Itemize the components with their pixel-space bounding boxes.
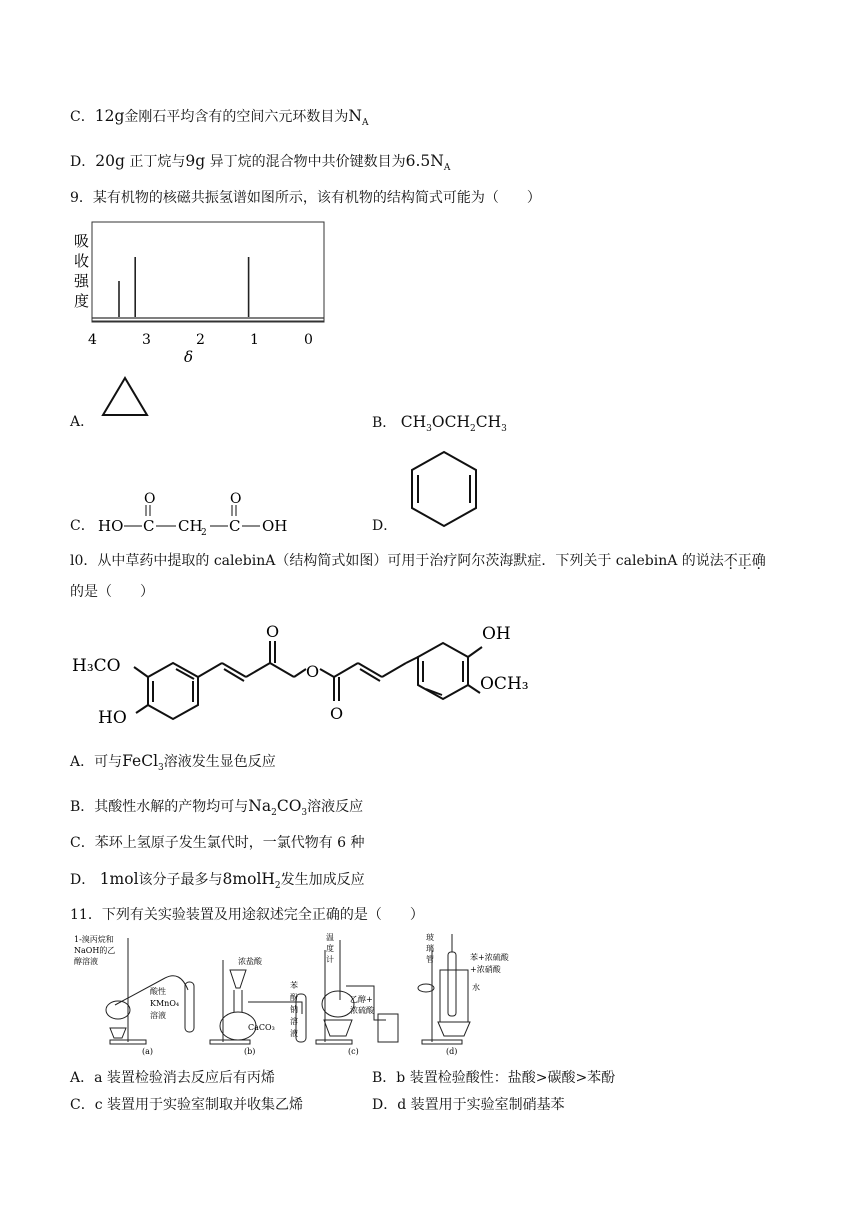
q10-option-b: B．其酸性水解的产物均可与$Na_2CO_3$溶液反应 xyxy=(70,797,364,818)
svg-text:OH: OH xyxy=(262,517,288,535)
svg-text:溶液: 溶液 xyxy=(150,1011,166,1020)
svg-text:醇溶液: 醇溶液 xyxy=(74,957,98,966)
svg-text:C: C xyxy=(143,517,155,535)
nmr-tick-label: 1 xyxy=(250,332,259,348)
nmr-ylabel-1: 收 xyxy=(74,252,90,270)
svg-text:计: 计 xyxy=(326,955,334,964)
svg-text:溶: 溶 xyxy=(290,1017,298,1026)
cyclohexadiene-structure xyxy=(406,448,482,534)
svg-text:液: 液 xyxy=(290,1029,298,1038)
q11-option-b: B．b 装置检验酸性：盐酸>碳酸>苯酚 xyxy=(372,1070,616,1086)
q8-option-d: D．20g 正丁烷与9g 异丁烷的混合物中共价键数目为$6.5N_A$ xyxy=(70,152,451,173)
nmr-tick-label: 3 xyxy=(142,332,151,348)
q8-option-c: C．12g金刚石平均含有的空间六元环数目为$N_A$ xyxy=(70,107,369,128)
svg-text:OCH₃: OCH₃ xyxy=(480,674,529,694)
svg-text:2: 2 xyxy=(201,528,207,538)
svg-text:KMnO₄: KMnO₄ xyxy=(150,999,180,1008)
nmr-ylabel-3: 度 xyxy=(74,292,90,310)
q11-option-a: A．a 装置检验消去反应后有丙烯 xyxy=(70,1070,275,1086)
q9-option-b: B． $CH_3OCH_2CH_3$ xyxy=(372,413,507,434)
svg-text:璃: 璃 xyxy=(426,944,434,953)
svg-text:O: O xyxy=(144,491,156,507)
svg-text:(a): (a) xyxy=(142,1047,154,1056)
svg-text:O: O xyxy=(306,662,320,681)
q9-option-a-label: A． xyxy=(70,414,95,430)
svg-text:H₃CO: H₃CO xyxy=(72,656,121,676)
nmr-ylabel-2: 强 xyxy=(74,272,90,290)
svg-text:OH: OH xyxy=(482,624,511,644)
svg-text:苯: 苯 xyxy=(290,981,298,990)
nmr-tick-label: 0 xyxy=(304,332,313,348)
svg-text:酚: 酚 xyxy=(290,993,298,1002)
svg-text:乙醇+: 乙醇+ xyxy=(350,995,373,1004)
svg-text:(c): (c) xyxy=(348,1047,359,1056)
svg-text:1-溴丙烷和: 1-溴丙烷和 xyxy=(74,935,114,944)
svg-text:酸性: 酸性 xyxy=(150,987,166,996)
svg-text:HO: HO xyxy=(98,517,124,535)
q10-stem: l0．从中草药中提取的 calebinA（结构简式如图）可用于治疗阿尔茨海默症．下列关于 calebinA 的说法不正确 xyxy=(70,553,766,569)
q10-option-d: D． 1mol该分子最多与8molH$_2$发生加成反应 xyxy=(70,870,365,891)
svg-text:浓盐酸: 浓盐酸 xyxy=(238,957,262,966)
svg-text:+浓硝酸: +浓硝酸 xyxy=(470,965,501,974)
nmr-xlabel: δ xyxy=(184,348,194,366)
svg-text:O: O xyxy=(266,622,280,641)
svg-text:NaOH的乙: NaOH的乙 xyxy=(74,946,116,955)
q10-stem-line2: 的是（ ） xyxy=(70,584,154,600)
svg-text:(d): (d) xyxy=(446,1047,458,1056)
q9-option-c-label: C． xyxy=(70,518,95,534)
q11-option-c: C．c 装置用于实验室制取并收集乙烯 xyxy=(70,1097,304,1113)
svg-text:O: O xyxy=(230,491,242,507)
q10-option-a: A．可与FeCl$_3$溶液发生显色反应 xyxy=(70,752,276,773)
nmr-ylabel-0: 吸 xyxy=(74,232,90,250)
calebin-a-structure xyxy=(70,615,540,730)
svg-text:度: 度 xyxy=(326,944,334,953)
svg-text:CH: CH xyxy=(178,517,203,535)
svg-text:水: 水 xyxy=(472,983,480,992)
nmr-spectrum xyxy=(70,220,330,370)
nmr-tick-label: 2 xyxy=(196,332,205,348)
q11-option-d: D．d 装置用于实验室制硝基苯 xyxy=(372,1097,565,1113)
q10-option-c: C．苯环上氢原子发生氯代时，一氯代物有 6 种 xyxy=(70,835,365,851)
svg-text:CaCO₃: CaCO₃ xyxy=(248,1023,275,1032)
q9-option-d-label: D． xyxy=(372,518,398,534)
svg-text:(b): (b) xyxy=(244,1047,256,1056)
svg-text:管: 管 xyxy=(426,955,434,964)
cyclopropane-structure xyxy=(100,374,152,420)
svg-text:苯+浓硫酸: 苯+浓硫酸 xyxy=(470,953,509,962)
malonic-acid-structure xyxy=(96,488,296,538)
svg-text:C: C xyxy=(229,517,241,535)
svg-text:钠: 钠 xyxy=(290,1005,298,1014)
svg-text:浓硫酸: 浓硫酸 xyxy=(350,1006,374,1015)
svg-text:HO: HO xyxy=(98,708,127,728)
q11-stem: 11．下列有关实验装置及用途叙述完全正确的是（ ） xyxy=(70,907,424,923)
q9-stem: 9．某有机物的核磁共振氢谱如图所示，该有机物的结构简式可能为（ ） xyxy=(70,190,541,206)
nmr-tick-label: 4 xyxy=(88,332,97,348)
svg-text:温: 温 xyxy=(326,933,334,942)
lab-apparatus-figure xyxy=(70,930,540,1060)
svg-text:O: O xyxy=(330,704,344,723)
svg-text:玻: 玻 xyxy=(426,933,434,942)
